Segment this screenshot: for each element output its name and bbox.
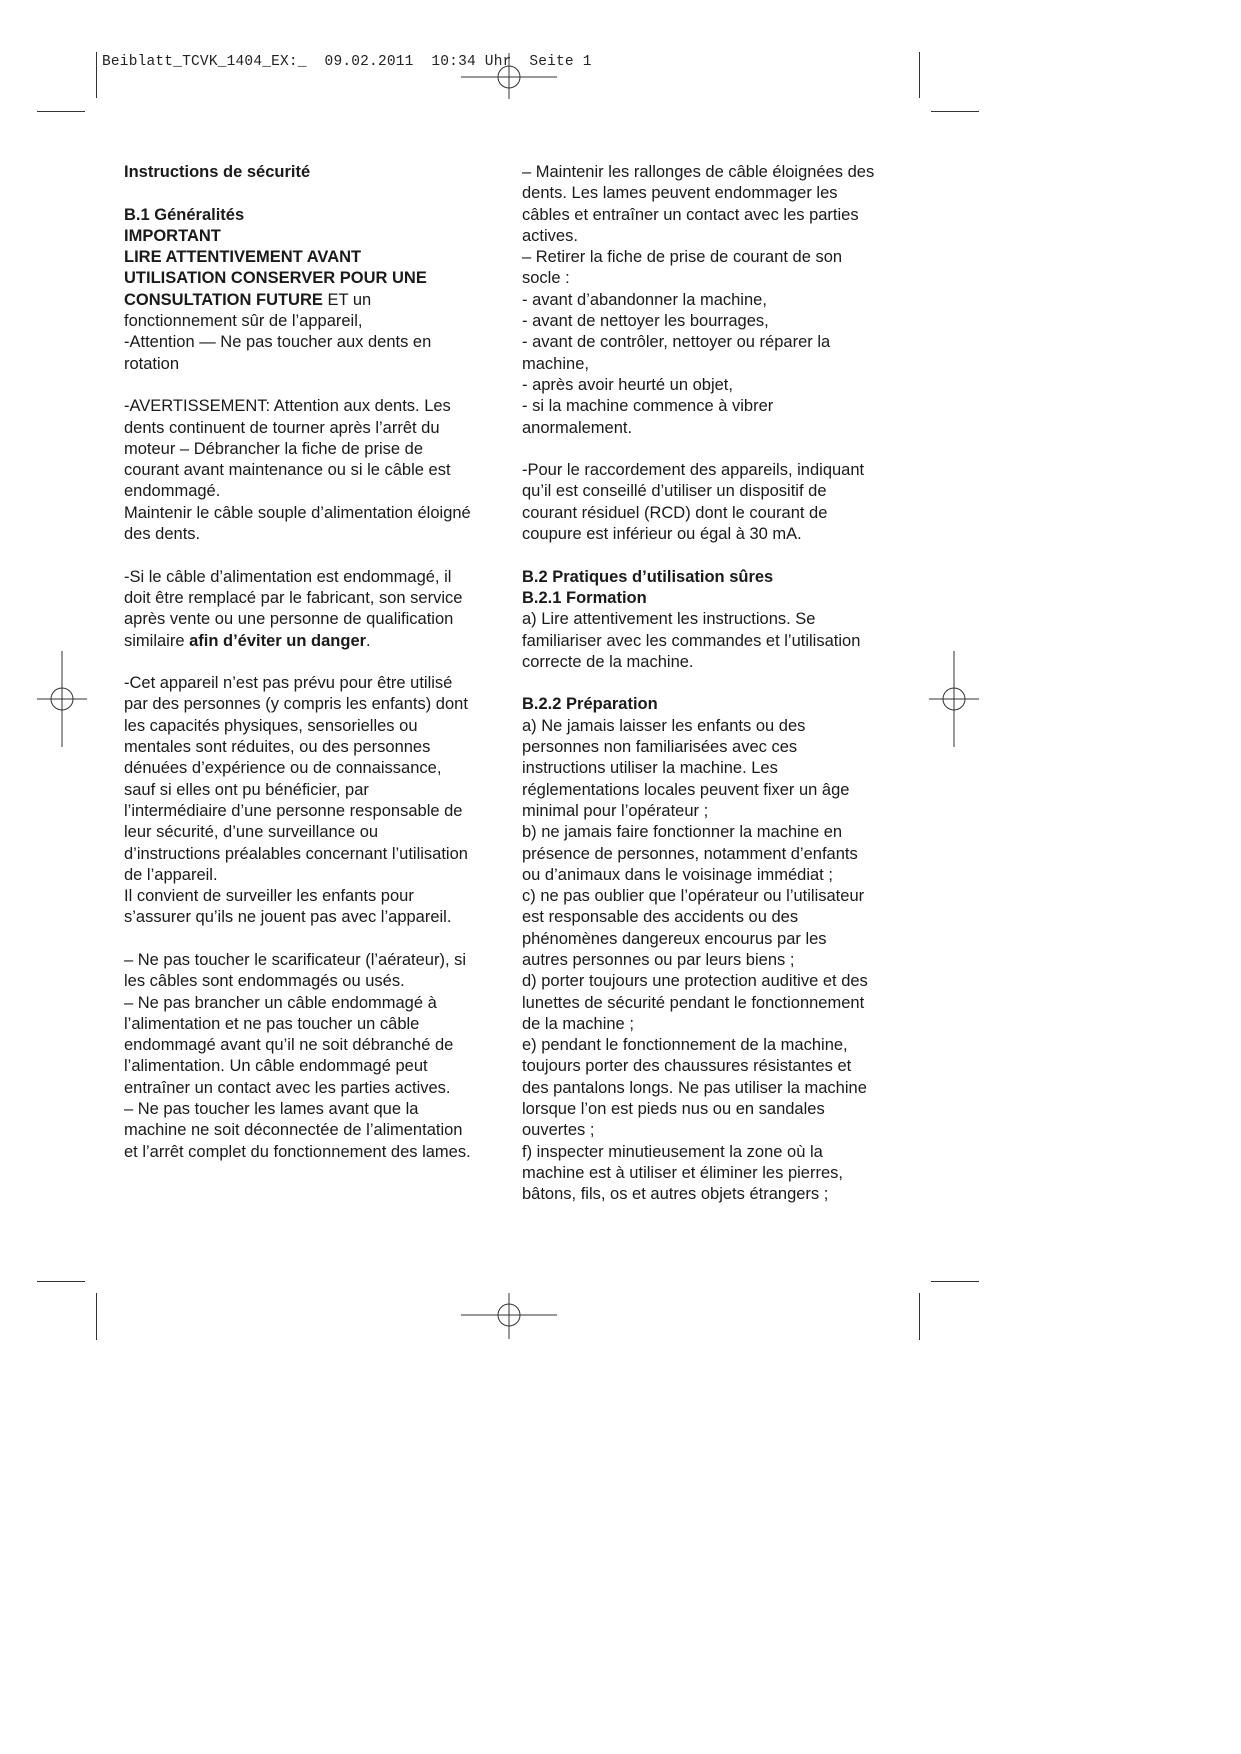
text-line: doit être remplacé par le fabricant, son service [124,588,463,607]
read-notice-line-3: CONSULTATION FUTURE ET un [124,290,372,309]
text-line: entraîner un contact avec les parties actives. [124,1078,451,1097]
text-line: actives. [522,226,578,245]
registration-mark-top-icon [461,53,557,99]
text-line: l’alimentation et ne pas toucher un câble [124,1014,420,1033]
text-line: les capacités physiques, sensorielles ou [124,716,418,735]
text-line: personnes non familiarisées avec ces [522,738,798,757]
text-line: câbles et entraîner un contact avec les parties [522,205,859,224]
text-line: - avant de nettoyer les bourrages, [522,312,769,331]
text-line: de la machine ; [522,1014,634,1033]
crop-mark-top-left-horizontal [37,111,85,112]
read-notice-line-2: UTILISATION CONSERVER POUR UNE [124,269,427,288]
crop-mark-bottom-left-horizontal [37,1281,85,1282]
header-time: 10:34 [431,54,476,70]
b2-heading: B.2 Pratiques d’utilisation sûres [522,567,774,586]
text-line: b) ne jamais faire fonctionner la machine en [522,823,843,842]
text-line: Il convient de surveiller les enfants pour [124,887,414,906]
text-line: présence de personnes, notamment d’enfants [522,844,858,863]
text-line: anormalement. [522,418,633,437]
danger-line: similaire afin d’éviter un danger. [124,631,371,650]
text-line: endommagé. [124,482,221,501]
text-line: -AVERTISSEMENT: Attention aux dents. Les [124,397,451,416]
text-line: lunettes de sécurité pendant le fonctionnement [522,993,865,1012]
text-line: fonctionnement sûr de l’appareil, [124,312,363,331]
text-line: endommagé avant qu’il ne soit débranché de [124,1036,454,1055]
text-line: a) Ne jamais laisser les enfants ou des [522,716,806,735]
crop-mark-bottom-right-horizontal [931,1281,979,1282]
text-line: correcte de la machine. [522,652,694,671]
text-line: machine, [522,354,589,373]
text-line: -Attention — Ne pas toucher aux dents en [124,333,432,352]
text-line: - avant de contrôler, nettoyer ou réparer la [522,333,831,352]
text-line: autres personnes ou par leurs biens ; [522,950,795,969]
read-notice-line-1: LIRE ATTENTIVEMENT AVANT [124,248,362,267]
text-line: ouvertes ; [522,1121,595,1140]
text-line: l’intermédiaire d’une personne responsable de [124,801,463,820]
text-line: leur sécurité, d’une surveillance ou [124,823,379,842]
header-unit: Uhr [484,54,512,70]
text-line: dents. Les lames peuvent endommager les [522,184,838,203]
text-line: -Si le câble d’alimentation est endommagé, il [124,567,452,586]
text-line: e) pendant le fonctionnement de la machine, [522,1036,848,1055]
text-line: ou d’animaux dans le voisinage immédiat ; [522,865,833,884]
text-line: machine est à utiliser et éliminer les pierres, [522,1163,843,1182]
registration-mark-right-icon [929,651,979,747]
text-line: c) ne pas oublier que l’opérateur ou l’utilisateur [522,887,865,906]
text-line: -Cet appareil n’est pas prévu pour être utilisé [124,674,453,693]
text-line: – Ne pas toucher les lames avant que la [124,1100,419,1119]
text-line: instructions utiliser la machine. Les [522,759,778,778]
registration-mark-bottom-icon [461,1293,557,1339]
right-column [522,162,902,1206]
text-line: minimal pour l’opérateur ; [522,801,709,820]
header-page-label: Seite 1 [529,54,592,70]
text-line: -Pour le raccordement des appareils, indiquant [522,461,865,480]
text-line: moteur – Débrancher la fiche de prise de [124,439,423,458]
text-line: des dents. [124,525,201,544]
text-line: a) Lire attentivement les instructions. Se [522,610,816,629]
b1-heading: B.1 Généralités [124,205,245,224]
text-line: réglementations locales peuvent fixer un âge [522,780,850,799]
text-line: – Retirer la fiche de prise de courant de son [522,248,843,267]
header-date: 09.02.2011 [324,54,414,70]
text-line: - si la machine commence à vibrer [522,397,774,416]
text-line: – Maintenir les rallonges de câble éloignées des [522,163,875,181]
text-line: l’alimentation. Un câble endommagé peut [124,1057,428,1076]
section-title: Instructions de sécurité [124,163,311,181]
text-line: et l’arrêt complet du fonctionnement des lames. [124,1142,471,1161]
text-line: après vente ou une personne de qualification [124,610,454,629]
text-line: - après avoir heurté un objet, [522,375,733,394]
text-line: s’assurer qu’ils ne jouent pas avec l’appareil. [124,908,452,927]
crop-mark-bottom-left-vertical [96,1293,97,1340]
crop-mark-top-left-vertical [96,52,97,98]
b22-heading: B.2.2 Préparation [522,695,658,714]
text-line: sauf si elles ont pu bénéficier, par [124,780,369,799]
text-line: de l’appareil. [124,865,218,884]
b21-heading: B.2.1 Formation [522,588,647,607]
text-line: par des personnes (y compris les enfants) dont [124,695,468,714]
text-line: mentales sont réduites, ou des personnes [124,738,431,757]
text-line: - avant d’abandonner la machine, [522,290,767,309]
text-line: courant avant maintenance ou si le câble est [124,461,451,480]
text-line: phénomènes dangereux encourus par les [522,929,827,948]
crop-mark-bottom-right-vertical [919,1293,920,1340]
registration-mark-left-icon [37,651,87,747]
text-line: socle : [522,269,570,288]
text-line: d’instructions préalables concernant l’utilisation [124,844,468,863]
text-line: Maintenir le câble souple d’alimentation éloigné [124,503,471,522]
left-column [124,162,504,1163]
crop-mark-top-right-vertical [919,52,920,98]
header-slug: Beiblatt_TCVK_1404_EX:_ [102,54,307,70]
text-line: toujours porter des chaussures résistantes et [522,1057,852,1076]
text-line: lorsque l’on est pieds nus ou en sandales [522,1100,825,1119]
text-line: – Ne pas brancher un câble endommagé à [124,993,437,1012]
text-line: bâtons, fils, os et autres objets étrangers ; [522,1185,829,1204]
text-line: machine ne soit déconnectée de l’alimentation [124,1121,463,1140]
text-line: dénuées d’expérience ou de connaissance, [124,759,442,778]
text-line: les câbles sont endommagés ou usés. [124,972,405,991]
text-line: d) porter toujours une protection auditive et des [522,972,868,991]
text-line: courant résiduel (RCD) dont le courant de [522,503,828,522]
text-line: familiariser avec les commandes et l’utilisation [522,631,861,650]
text-line: coupure est inférieur ou égal à 30 mA. [522,525,802,544]
important-label: IMPORTANT [124,226,221,245]
crop-mark-top-right-horizontal [931,111,979,112]
text-line: f) inspecter minutieusement la zone où la [522,1142,823,1161]
text-line: dents continuent de tourner après l’arrêt du [124,418,440,437]
text-line: rotation [124,354,180,373]
text-line: qu’il est conseillé d’utiliser un dispositif de [522,482,827,501]
text-line: est responsable des accidents ou des [522,908,799,927]
text-line: des pantalons longs. Ne pas utiliser la machine [522,1078,867,1097]
text-line: – Ne pas toucher le scarificateur (l’aérateur), si [124,950,467,969]
